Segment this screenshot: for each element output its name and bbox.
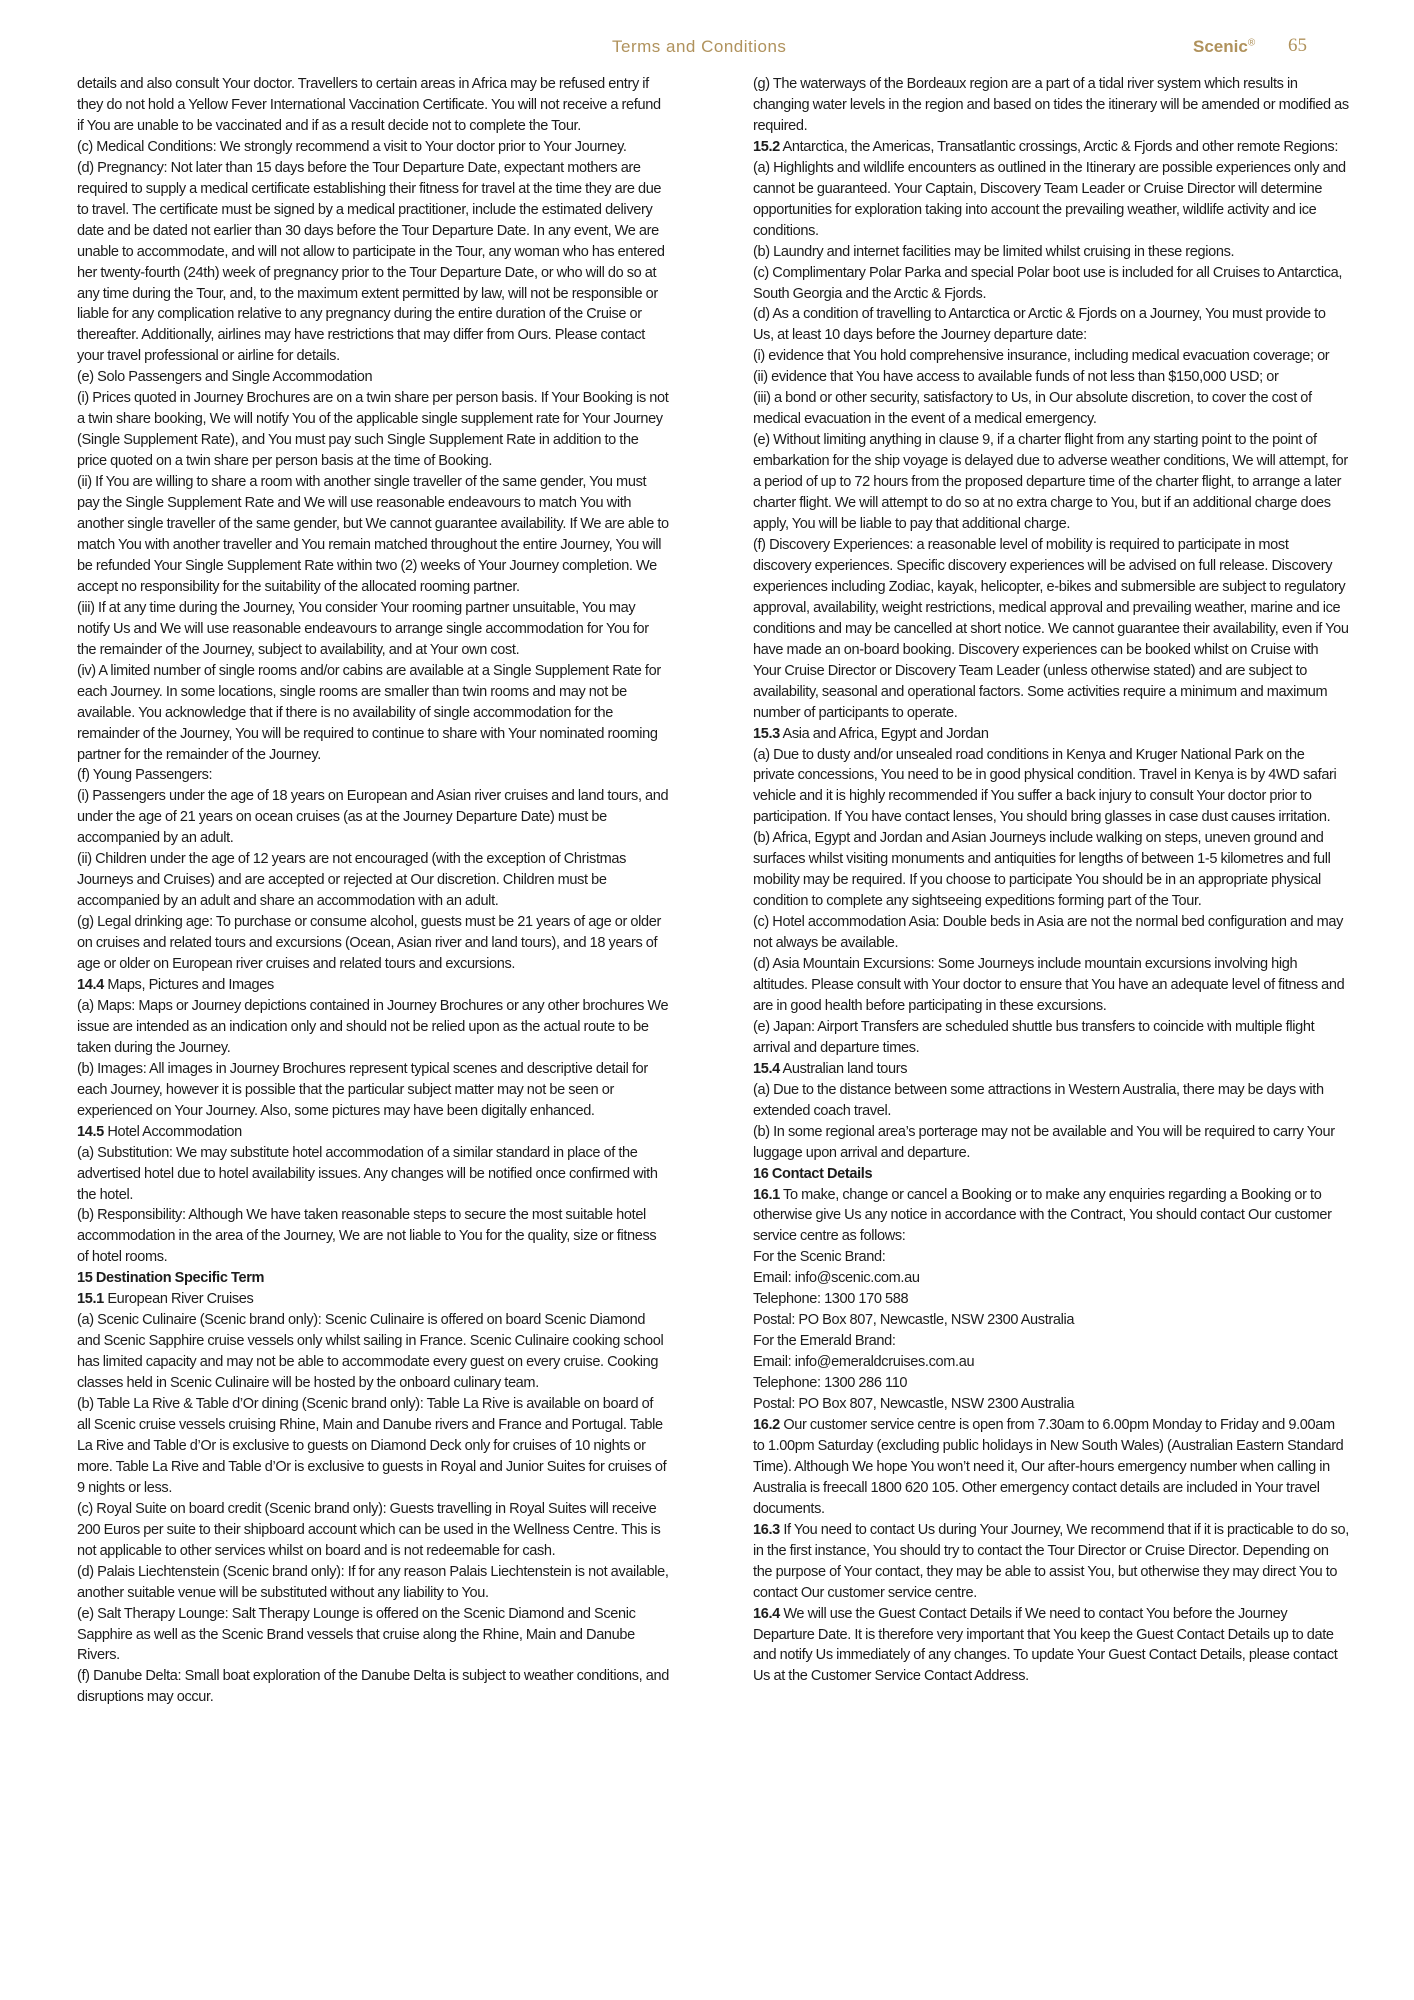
contact-email: Email: info@emeraldcruises.com.au (753, 1354, 975, 1371)
contact-email: Email: info@scenic.com.au (753, 1270, 920, 1287)
paragraph: (iii) If at any time during the Journey, You consider Your rooming partner unsuitable, You may notify Us and We will use reasonable endeavours to arrange single accommodation for You for the remainder of the Journey, subject to availability, and at Your own cost. (77, 599, 649, 658)
paragraph: (ii) evidence that You have access to available funds of not less than $150,000 USD; or (753, 369, 1279, 386)
section-heading: 15.4 Australian land tours (753, 1060, 908, 1077)
paragraph: (c) Hotel accommodation Asia: Double beds in Asia are not the normal bed configuration and may not always be available. (753, 914, 1344, 952)
paragraph: (iv) A limited number of single rooms and/or cabins are available at a Single Supplement Rate for each Journey. In some locations, single rooms are smaller than twin rooms and may not be available. You acknowledge that if there is no availability of single accommodation for the remainder of the Journey, You will be required to continue to share with Your nominated rooming partner for the remainder of the Journey. (77, 662, 661, 763)
paragraph: (f) Danube Delta: Small boat exploration of the Danube Delta is subject to weather conditions, and disruptions may occur. (77, 1668, 669, 1706)
paragraph: (e) Salt Therapy Lounge: Salt Therapy Lounge is offered on the Scenic Diamond and Scenic Sapphire as well as the Scenic Brand vessels that cruise along the Rhine, Main and Danube Rivers. (77, 1605, 636, 1664)
paragraph: 16.1 To make, change or cancel a Booking or to make any enquiries regarding a Booking or to otherwise give Us any notice in accordance with the Contract, You should contact Our customer service centre as follows: (753, 1186, 1332, 1245)
section-heading: 14.4 Maps, Pictures and Images (77, 976, 274, 993)
paragraph: (b) Table La Rive & Table d’Or dining (Scenic brand only): Table La Rive is available on board of all Scenic cruise vessels cruising Rhine, Main and Danube rivers and France and Portugal. Table La Rive and Table d’Or is exclusive to guests on Diamond Deck only for cruises of 10 nights or more. Table La Rive and Table d’Or is exclusive to guests in Royal and Junior Suites for cruises of 9 nights or less. (77, 1396, 667, 1496)
clause-number: 15.1 (77, 1291, 104, 1308)
paragraph: (f) Discovery Experiences: a reasonable level of mobility is required to participate in most discovery experiences. Specific discovery experiences will be advised on full release. Discovery experiences including Zodiac, kayak, helicopter, e-bikes and submersible are subject to regulatory approval, availability, weight restrictions, medical approval and prevailing weather, marine and ice conditions and may be cancelled at short notice. We cannot guarantee their availability, even if You have made an on-board booking. Discovery experiences can be booked whilst on Cruise with Your Cruise Director or Discovery Team Leader (unless otherwise stated) and are subject to availability, seasonal and operational factors. Some activities require a minimum and maximum number of participants to operate. (753, 536, 1349, 721)
contact-line: For the Emerald Brand: (753, 1333, 896, 1350)
section-heading: 15 Destination Specific Term (77, 1270, 265, 1287)
paragraph: (d) As a condition of travelling to Antarctica or Arctic & Fjords on a Journey, You must provide to Us, at least 10 days before the Journey departure date: (753, 306, 1326, 344)
section-heading: 14.5 Hotel Accommodation (77, 1123, 242, 1140)
clause-number: 14.4 (77, 976, 104, 993)
paragraph: (b) Images: All images in Journey Brochures represent typical scenes and descriptive detail for each Journey, however it is possible that the particular subject matter may not be seen or experienced on Your Journey. Also, some pictures may have been digitally enhanced. (77, 1060, 648, 1119)
paragraph: (b) In some regional area’s porterage may not be available and You will be required to carry Your luggage upon arrival and departure. (753, 1123, 1335, 1161)
clause-number: 16.3 (753, 1521, 780, 1538)
paragraph: (d) Pregnancy: Not later than 15 days before the Tour Departure Date, expectant mothers are required to supply a medical certificate establishing their fitness for travel at the time they are due to travel. The certificate must be signed by a medical practitioner, include the estimated delivery date and be dated not earlier than 30 days before the Tour Departure Date. In any event, We are unable to accommodate, and will not allow to participate in the Tour, any woman who has entered her twenty-fourth (24th) week of pregnancy prior to the Tour Departure Date, or who will do so at any time during the Tour, and, to the maximum extent permitted by law, will not be responsible or liable for any complication relative to any pregnancy during the entire duration of the Cruise or thereafter. Additionally, airlines may have restrictions that may differ from Ours. Please contact your travel professional or airline for details. (77, 159, 665, 365)
paragraph: (ii) If You are willing to share a room with another single traveller of the same gender, You must pay the Single Supplement Rate and We will use reasonable endeavours to match You with another single traveller of the same gender, but We cannot guarantee availability. If We are able to match You with another traveller and You remain matched throughout the entire Journey, You will be refunded Your Single Supplement Rate within two (2) weeks of Your Journey completion. We accept no responsibility for the suitability of the allocated rooming partner. (77, 474, 669, 595)
paragraph: (a) Scenic Culinaire (Scenic brand only): Scenic Culinaire is offered on board Scenic Diamond and Scenic Sapphire cruise vessels only whilst sailing in France. Scenic Culinaire cooking school has limited capacity and may not be able to accommodate every guest on every cruise. Cooking classes held in Scenic Culinaire will be hosted by the onboard culinary team. (77, 1312, 664, 1392)
paragraph: (d) Palais Liechtenstein (Scenic brand only): If for any reason Palais Liechtenstein is not available, another suitable venue will be substituted without any liability to You. (77, 1563, 669, 1601)
page-number: 65 (1288, 35, 1307, 56)
contact-postal: Postal: PO Box 807, Newcastle, NSW 2300 Australia (753, 1396, 1075, 1413)
clause-number: 15.2 (753, 138, 780, 155)
paragraph: (a) Substitution: We may substitute hotel accommodation of a similar standard in place of the advertised hotel due to hotel availability issues. Any changes will be notified once confirmed with the hotel. (77, 1144, 658, 1203)
left-column (77, 74, 669, 1708)
paragraph: 16.4 We will use the Guest Contact Details if We need to contact You before the Journey Departure Date. It is therefore very important that You keep the Guest Contact Details up to date and notify Us immediately of any changes. To update Your Guest Contact Details, please contact Us at the Customer Service Contact Address. (753, 1605, 1338, 1685)
clause-number: 15.3 (753, 725, 780, 742)
clause-number: 15.4 (753, 1060, 780, 1077)
section-heading: 15.1 European River Cruises (77, 1291, 254, 1308)
section-title: Terms and Conditions (612, 37, 787, 56)
brand-registered-mark: ® (1247, 37, 1256, 49)
paragraph: (e) Without limiting anything in clause 9, if a charter flight from any starting point to the point of embarkation for the ship voyage is delayed due to adverse weather conditions, We will attempt, for a period of up to 72 hours from the proposed departure time of the charter flight, to arrange a later charter flight. We will attempt to do so at no extra charge to You, but if an additional charge does apply, You will be liable to pay that additional charge. (753, 432, 1348, 533)
contact-phone: Telephone: 1300 286 110 (753, 1375, 908, 1392)
right-column (753, 74, 1349, 1687)
paragraph: (c) Medical Conditions: We strongly recommend a visit to Your doctor prior to Your Journey. (77, 138, 627, 155)
page-header (0, 34, 1414, 64)
section-heading: 16 Contact Details (753, 1165, 873, 1182)
paragraph: (iii) a bond or other security, satisfactory to Us, in Our absolute discretion, to cover the cost of medical evacuation in the event of a medical emergency. (753, 390, 1312, 428)
clause-number: 16.2 (753, 1417, 780, 1433)
paragraph: (i) Prices quoted in Journey Brochures are on a twin share per person basis. If Your Booking is not a twin share booking, We will notify You of the applicable single supplement rate for Your Journey (Single Supplement Rate), and You must pay such Single Supplement Rate in addition to the price quoted on a twin share per person basis at the time of Booking. (77, 390, 669, 470)
section-heading: 15.3 Asia and Africa, Egypt and Jordan (753, 725, 989, 742)
clause-number: 14.5 (77, 1123, 104, 1140)
paragraph: (b) Africa, Egypt and Jordan and Asian Journeys include walking on steps, uneven ground and surfaces whilst visiting monuments and antiquities for lengths of between 1-5 kilometres and full mobility may be required. If you choose to participate You should be in an appropriate physical condition to complete any sightseeing expeditions forming part of the Tour. (753, 830, 1331, 910)
paragraph: (ii) Children under the age of 12 years are not encouraged (with the exception of Christmas Journeys and Cruises) and are accepted or rejected at Our discretion. Children must be accompanied by an adult and share an accommodation with an adult. (77, 851, 627, 910)
paragraph: (e) Japan: Airport Transfers are scheduled shuttle bus transfers to coincide with multiple flight arrival and departure times. (753, 1018, 1315, 1056)
paragraph: (a) Due to the distance between some attractions in Western Australia, there may be days with extended coach travel. (753, 1081, 1324, 1119)
paragraph: (a) Highlights and wildlife encounters as outlined in the Itinerary are possible experiences only and cannot be guaranteed. Your Captain, Discovery Team Leader or Cruise Director will determine opportunities for exploration taking into account the prevailing weather, wildlife activity and ice conditions. (753, 159, 1346, 239)
contact-line: For the Scenic Brand: (753, 1249, 886, 1266)
paragraph: (b) Responsibility: Although We have taken reasonable steps to secure the most suitable hotel accommodation in the area of the Journey, We are not liable to You for the quality, size or fitness of hotel rooms. (77, 1207, 657, 1266)
paragraph: details and also consult Your doctor. Travellers to certain areas in Africa may be refused entry if they do not hold a Yellow Fever International Vaccination Certificate. You will not receive a refund if You are unable to be vaccinated and if as a result decide not to complete the Tour. (77, 76, 661, 134)
paragraph: (e) Solo Passengers and Single Accommodation (77, 369, 373, 386)
clause-number: 16.1 (753, 1186, 780, 1203)
paragraph: (b) Laundry and internet facilities may be limited whilst cruising in these regions. (753, 243, 1235, 260)
brand-name (1193, 37, 1255, 57)
paragraph: (f) Young Passengers: (77, 767, 213, 784)
section-heading: 15.2 Antarctica, the Americas, Transatlantic crossings, Arctic & Fjords and other remote Regions: (753, 138, 1339, 155)
paragraph: (a) Maps: Maps or Journey depictions contained in Journey Brochures or any other brochures We issue are intended as an indication only and should not be relied upon as the actual route to be taken during the Journey. (77, 997, 669, 1056)
brand-text: Scenic (1193, 37, 1248, 56)
paragraph: (g) Legal drinking age: To purchase or consume alcohol, guests must be 21 years of age or older on cruises and related tours and excursions (Ocean, Asian river and land tours), and 18 years of age or older on European river cruises and related tours and excursions. (77, 914, 662, 973)
paragraph: (a) Due to dusty and/or unsealed road conditions in Kenya and Kruger National Park on the private concessions, You need to be in good physical condition. Travel in Kenya is by 4WD safari vehicle and it is highly recommended if You suffer a back injury to consult Your doctor prior to participation. If You have contact lenses, You should bring glasses in case dust causes irritation. (753, 746, 1337, 826)
paragraph: 16.2 Our customer service centre is open from 7.30am to 6.00pm Monday to Friday and 9.00am to 1.00pm Saturday (excluding public holidays in New South Wales) (Australian Eastern Standard Time). Although We hope You won’t need it, Our after-hours emergency number when calling in Australia is freecall 1800 620 105. Other emergency contact details are included in Your travel documents. (753, 1417, 1344, 1517)
clause-number: 16.4 (753, 1605, 780, 1622)
contact-phone: Telephone: 1300 170 588 (753, 1291, 909, 1308)
paragraph: (c) Royal Suite on board credit (Scenic brand only): Guests travelling in Royal Suites will receive 200 Euros per suite to their shipboard account which can be used in the Wellness Centre. This is not applicable to other services whilst on board and is not redeemable for cash. (77, 1500, 661, 1559)
contact-postal: Postal: PO Box 807, Newcastle, NSW 2300 Australia (753, 1312, 1075, 1329)
paragraph: 16.3 If You need to contact Us during Your Journey, We recommend that if it is practicable to do so, in the first instance, You should try to contact the Tour Director or Cruise Director. Depending on the purpose of Your contact, they may be able to assist You, but otherwise they may direct You to contact Our customer service centre. (753, 1521, 1349, 1601)
paragraph: (g) The waterways of the Bordeaux region are a part of a tidal river system which results in changing water levels in the region and based on tides the itinerary will be amended or modified as required. (753, 76, 1349, 134)
paragraph: (d) Asia Mountain Excursions: Some Journeys include mountain excursions involving high altitudes. Please consult with Your doctor to ensure that You have an adequate level of fitness and are in good health before participating in these excursions. (753, 956, 1345, 1014)
paragraph: (c) Complimentary Polar Parka and special Polar boot use is included for all Cruises to Antarctica, South Georgia and the Arctic & Fjords. (753, 264, 1343, 302)
paragraph: (i) Passengers under the age of 18 years on European and Asian river cruises and land tours, and under the age of 21 years on ocean cruises (as at the Journey Departure Date) must be accompanied by an adult. (77, 788, 669, 847)
paragraph: (i) evidence that You hold comprehensive insurance, including medical evacuation coverage; or (753, 348, 1330, 365)
